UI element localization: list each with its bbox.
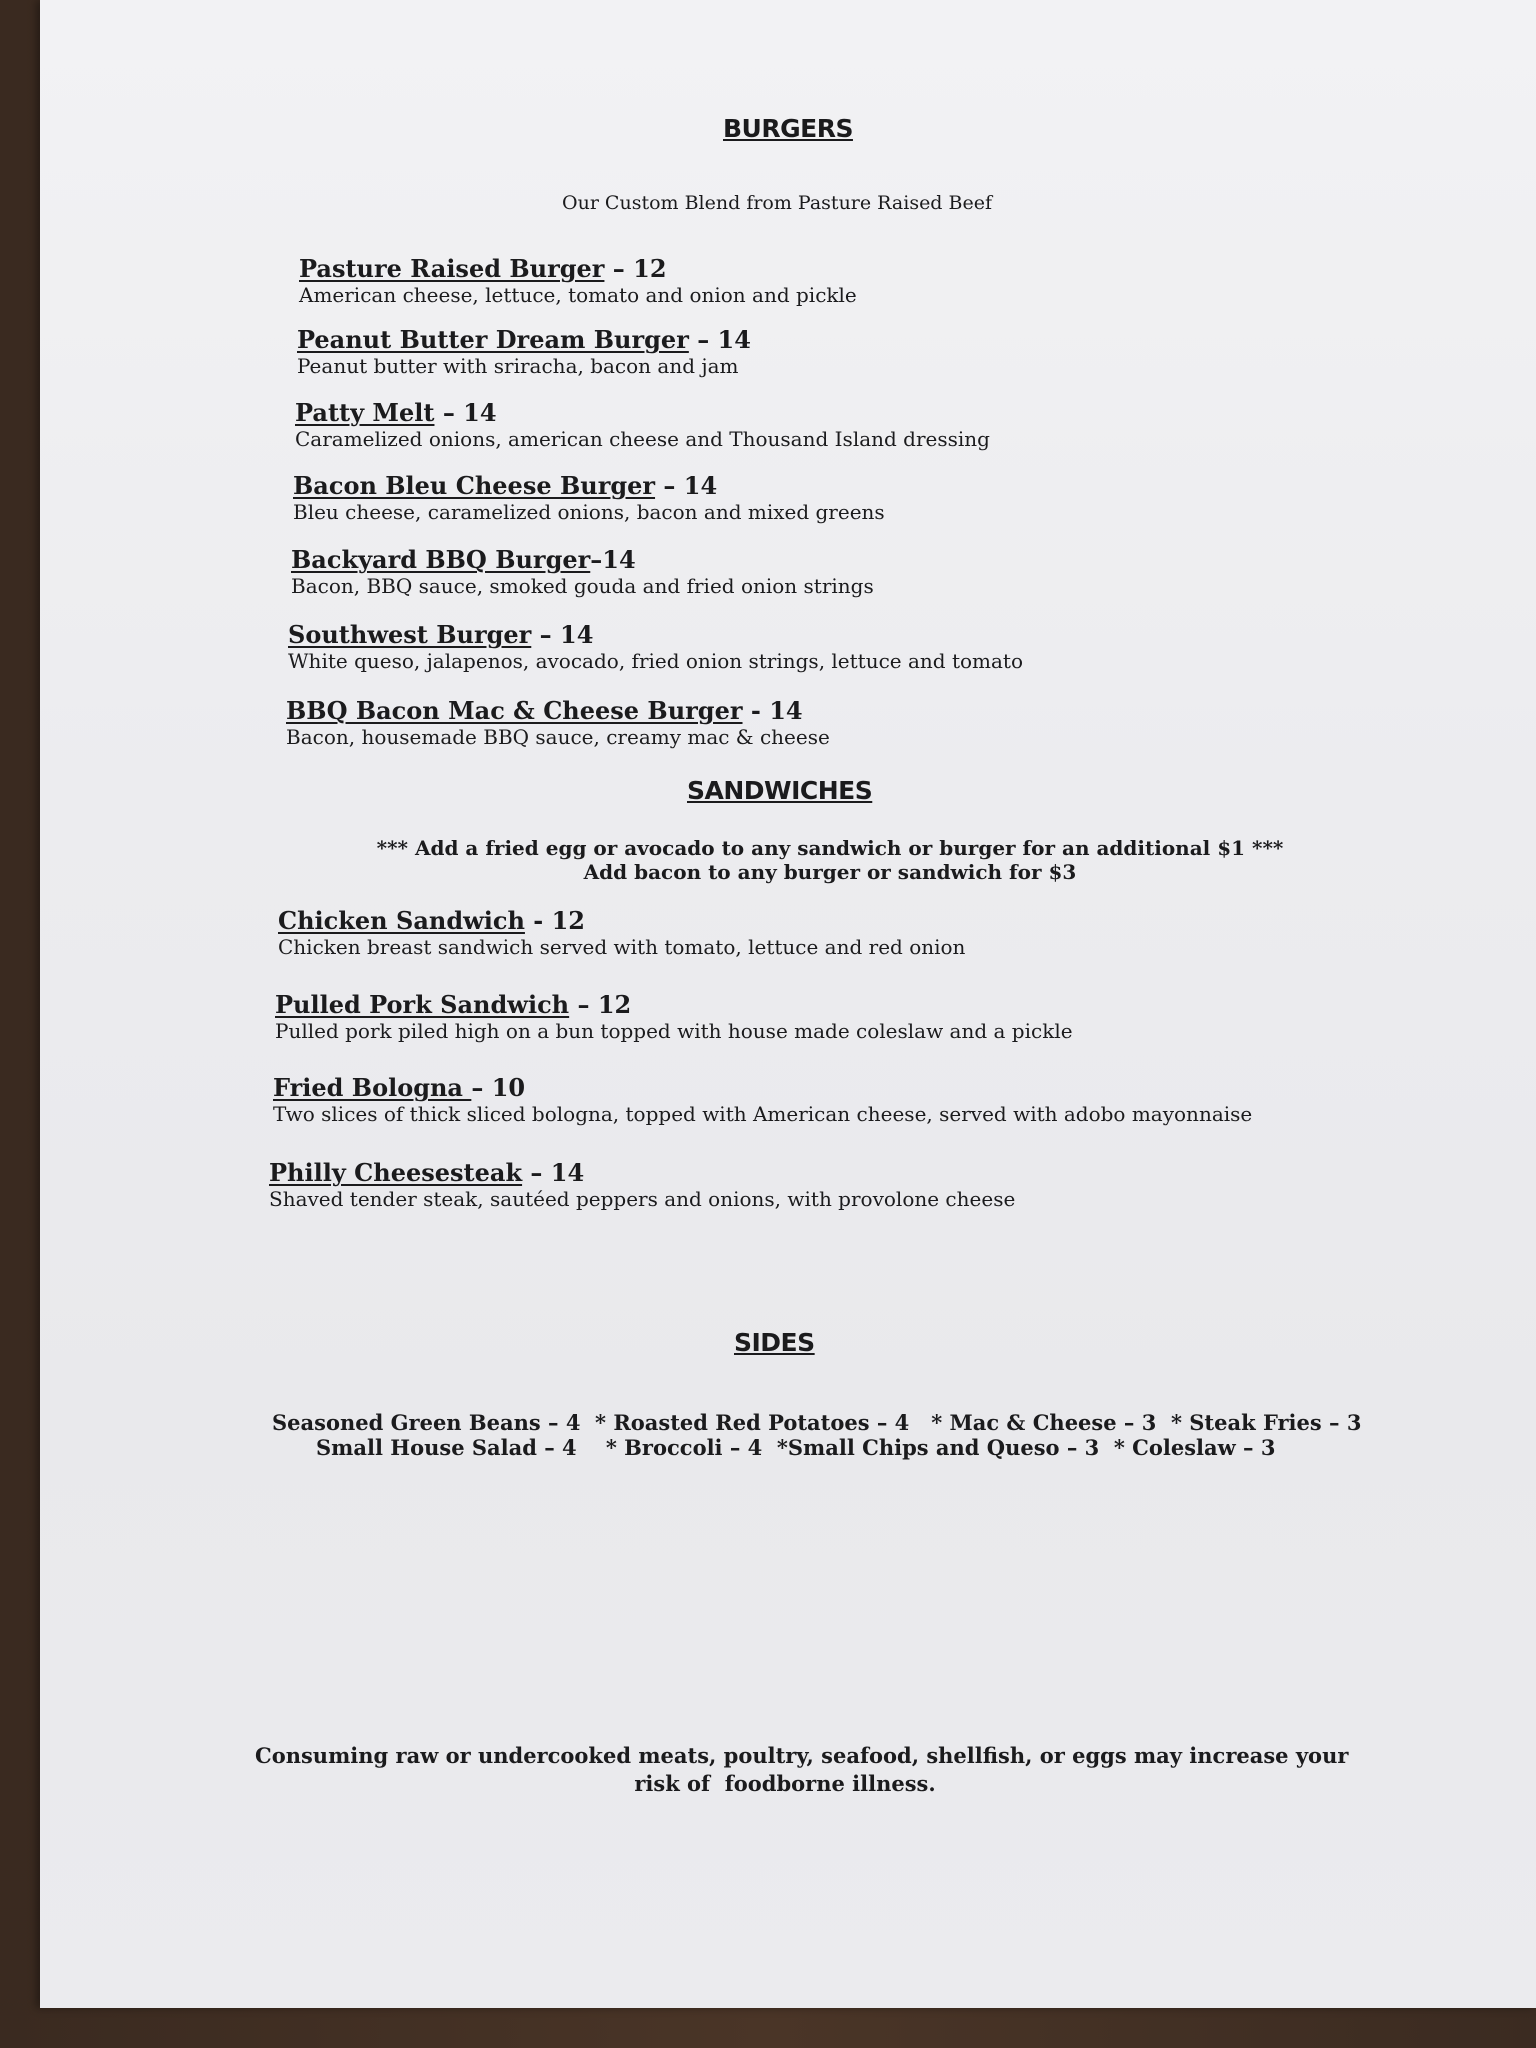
warning-line-2: risk of foodborne illness.: [634, 1771, 936, 1796]
sides-line-2: Small House Salad – 4 * Broccoli – 4 *Small Chips and Queso – 3 * Coleslaw – 3: [316, 1435, 1276, 1460]
item-description: White queso, jalapenos, avocado, fried onion strings, lettuce and tomato: [288, 649, 1023, 673]
menu-item: [278, 906, 965, 959]
menu-item: [295, 398, 990, 451]
item-price: – 14: [655, 471, 718, 500]
sandwiches-heading: SANDWICHES: [687, 776, 873, 805]
item-description: Shaved tender steak, sautéed peppers and onions, with provolone cheese: [269, 1187, 1016, 1211]
menu-item: [293, 471, 885, 524]
item-name: Fried Bologna: [273, 1073, 472, 1102]
item-name: Pasture Raised Burger: [299, 254, 605, 283]
menu-item: [273, 1073, 1252, 1126]
item-name: Philly Cheesesteak: [269, 1158, 523, 1187]
item-description: Two slices of thick sliced bologna, topped with American cheese, served with adobo mayonnaise: [273, 1102, 1253, 1126]
menu-item: [286, 696, 830, 749]
warning-line-1: Consuming raw or undercooked meats, poultry, seafood, shellfish, or eggs may increase your: [255, 1743, 1349, 1768]
add-bacon-note: Add bacon to any burger or sandwich for $3: [583, 860, 1077, 884]
item-description: American cheese, lettuce, tomato and onion and pickle: [299, 283, 857, 307]
item-description: Caramelized onions, american cheese and Thousand Island dressing: [295, 427, 990, 451]
sides-heading: SIDES: [734, 1328, 815, 1357]
menu-item: [288, 620, 1023, 673]
sides-line-1: Seasoned Green Beans – 4 * Roasted Red Potatoes – 4 * Mac & Cheese – 3 * Steak Fries – 3: [272, 1410, 1362, 1435]
foodborne-illness-warning: [255, 1742, 1349, 1798]
item-name: Backyard BBQ Burger: [291, 545, 591, 574]
item-name: Peanut Butter Dream Burger: [297, 325, 689, 354]
item-price: - 12: [524, 906, 586, 935]
item-price: – 14: [522, 1158, 585, 1187]
menu-item: [297, 325, 751, 378]
burgers-subheading: Our Custom Blend from Pasture Raised Beef: [562, 192, 992, 214]
menu-item: [275, 990, 1073, 1043]
sandwiches-note: [280, 836, 1380, 884]
burgers-heading: BURGERS: [723, 114, 853, 143]
item-description: Peanut butter with sriracha, bacon and jam: [297, 354, 739, 378]
item-name: Bacon Bleu Cheese Burger: [293, 471, 656, 500]
menu-item: [291, 545, 874, 598]
item-name: Southwest Burger: [288, 620, 532, 649]
item-description: Pulled pork piled high on a bun topped with house made coleslaw and a pickle: [275, 1019, 1073, 1043]
item-price: – 10: [471, 1073, 526, 1102]
menu-page: [40, 0, 1536, 2008]
item-price: – 12: [569, 990, 632, 1019]
item-description: Chicken breast sandwich served with tomato, lettuce and red onion: [278, 935, 966, 959]
item-name: Patty Melt: [295, 398, 435, 427]
item-price: –14: [590, 545, 636, 574]
item-price: - 14: [742, 696, 803, 725]
item-description: Bacon, BBQ sauce, smoked gouda and fried onion strings: [291, 574, 874, 598]
menu-item: [269, 1158, 1015, 1211]
menu-item: [299, 254, 857, 307]
item-description: Bacon, housemade BBQ sauce, creamy mac & cheese: [286, 725, 830, 749]
add-egg-note: *** Add a fried egg or avocado to any sandwich or burger for an additional $1 ***: [376, 836, 1284, 860]
item-price: – 14: [688, 325, 751, 354]
item-name: Pulled Pork Sandwich: [275, 990, 570, 1019]
item-name: BBQ Bacon Mac & Cheese Burger: [286, 696, 743, 725]
item-price: – 12: [604, 254, 667, 283]
item-name: Chicken Sandwich: [278, 906, 525, 935]
item-description: Bleu cheese, caramelized onions, bacon and mixed greens: [293, 500, 885, 524]
item-price: – 14: [531, 620, 594, 649]
sides-list: [272, 1410, 1361, 1460]
item-price: – 14: [434, 398, 497, 427]
